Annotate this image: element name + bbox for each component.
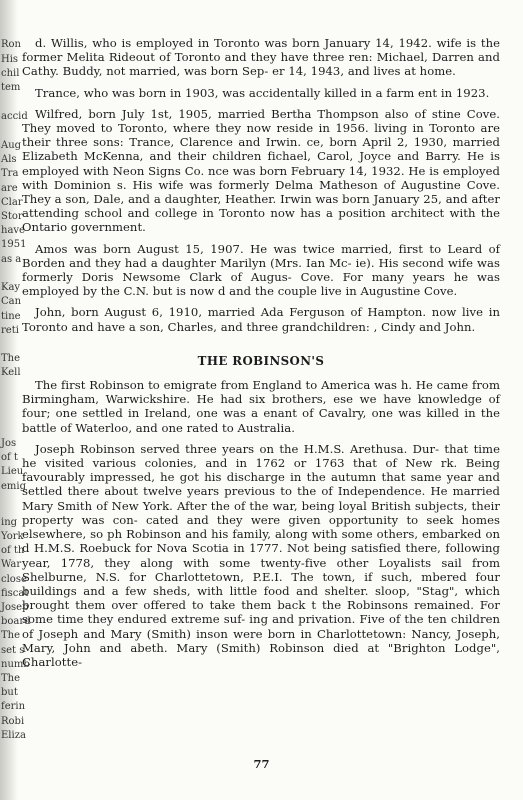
section-heading: THE ROBINSON'S [197, 353, 325, 368]
margin-fragment: The [1, 673, 21, 684]
paragraph-first-robinson: The first Robinson to emigrate from England to America was h. He came from Birmingham, Warwickshire. He had six brothers, ese we have knowledge of four; one settled in Ireland, one was a enant of Cavalry, one was killed in the battle of Waterloo, and one rated to Australia. [22, 378, 500, 435]
margin-fragment: of t [1, 452, 18, 463]
margin-fragment: Stor [1, 211, 23, 222]
margin-fragment: 1951 [1, 239, 27, 250]
paragraph-john: John, born August 6, 1910, married Ada Ferguson of Hampton. now live in Toronto and have a son, Charles, and three grandchildren: , Cindy and John. [22, 305, 500, 334]
margin-fragment: are [1, 183, 18, 194]
paragraph-wilfred: Wilfred, born July 1st, 1905, married Bertha Thompson also of stine Cove. They moved to Toronto, where they now reside in 1956. living in Toronto are their three sons: Trance, Clarence and Irwin. ce, born April 2, 1930, married Elizabeth McKenna, and their children fichael, Carol, Joyce and Barry. He is employed with Neon Signs Co. nce was born February 14, 1932. He is employed with Dominion s. His wife was formerly Delma Matheson of Augustine Cove. They a son, Dale, and a daughter, Heather. Irwin was born January 25, and after attending school and college in Toronto now has a position architect with the Ontario government. [22, 106, 500, 235]
paragraph-trance: Trance, who was born in 1903, was accidentally killed in a farm ent in 1923. [35, 85, 490, 100]
margin-fragment: The [1, 630, 21, 641]
margin-fragment: His [1, 54, 19, 65]
margin-fragment: emig [1, 481, 26, 492]
margin-fragment: tem [1, 82, 21, 93]
paragraph-joseph-robinson: Joseph Robinson served three years on the H.M.S. Arethusa. Dur- that time he visited various colonies, and in 1762 or 1763 that of New rk. Being favourably impressed, he got his discharge in the autumn that same year and settled there about twelve years previous to the of Independence. He married Mary Smith of New York. After the of the war, being loyal British subjects, their property was con- cated and they were given opportunity to seek homes elsewhere, so ph Robinson and his family, along with some others, embarked on d H.M.S. Roebuck for Nova Scotia in 1777. Not being satisfied there, following year, 1778, they along with some twenty-five other Loyalists sail from Shelburne, N.S. for Charlottetown, P.E.I. The town, if such, mbered four buildings and a few sheds, with little food and shelter. sloop, "Stag", which brought them over offered to take them back t the Robinsons remained. For some time they endured extreme suf- ing and privation. Five of the ten children of Joseph and Mary (Smith) inson were born in Charlottetown: Nancy, Joseph, Mary, John and abeth. Mary (Smith) Robinson died at "Brighton Lodge", Charlotte- [22, 441, 500, 669]
margin-fragment: but [1, 687, 18, 698]
margin-fragment: have [1, 225, 25, 236]
paragraph-willis: d. Willis, who is employed in Toronto was born January 14, 1942. wife is the former Melita Rideout of Toronto and they have three ren: Michael, Darren and Cathy. Buddy, not married, was born Sep- er 14, 1943, and lives at home. [22, 36, 500, 79]
margin-fragment: ferin [1, 701, 26, 712]
page-number: 77 [253, 757, 270, 771]
margin-fragment: tine [1, 311, 21, 322]
margin-fragment: accid [1, 111, 28, 122]
body-text [22, 36, 500, 676]
margin-fragment: The [1, 353, 21, 364]
left-margin-fragments [0, 0, 31, 800]
margin-fragment: Tra [1, 168, 19, 179]
margin-fragment: Clar [1, 197, 23, 208]
margin-fragment: numb [1, 659, 30, 670]
margin-fragment: Jos [1, 438, 17, 449]
margin-fragment: Josep [1, 602, 29, 613]
margin-fragment: Kay [1, 282, 21, 293]
margin-fragment: fiscat [1, 588, 29, 599]
margin-fragment: ing [1, 517, 18, 528]
margin-fragment: Ron [1, 39, 21, 50]
margin-fragment: set s [1, 645, 25, 656]
margin-fragment: Robi [1, 716, 25, 727]
margin-fragment: War [1, 559, 22, 570]
margin-fragment: Lieu [1, 466, 24, 477]
margin-fragment: Aug [1, 140, 22, 151]
margin-fragment: York [1, 531, 24, 542]
margin-fragment: Als [1, 154, 17, 165]
margin-fragment: Eliza [1, 730, 26, 741]
paragraph-amos: Amos was born August 15, 1907. He was twice married, first to Leard of Borden and they had a daughter Marilyn (Mrs. Ian Mc- ie). His second wife was formerly Doris Newsome Clark of Augus- Cove. For many years he was employed by the C.N. but is now d and the couple live in Augustine Cove. [22, 241, 500, 299]
margin-fragment: chil [1, 68, 20, 79]
margin-fragment: Can [1, 296, 22, 307]
margin-fragment: board [1, 616, 31, 627]
margin-fragment: Kell [1, 367, 21, 378]
margin-fragment: close [1, 574, 27, 585]
margin-fragment: as a [1, 254, 22, 265]
margin-fragment: of th [1, 545, 25, 556]
margin-fragment: reti [1, 325, 19, 336]
